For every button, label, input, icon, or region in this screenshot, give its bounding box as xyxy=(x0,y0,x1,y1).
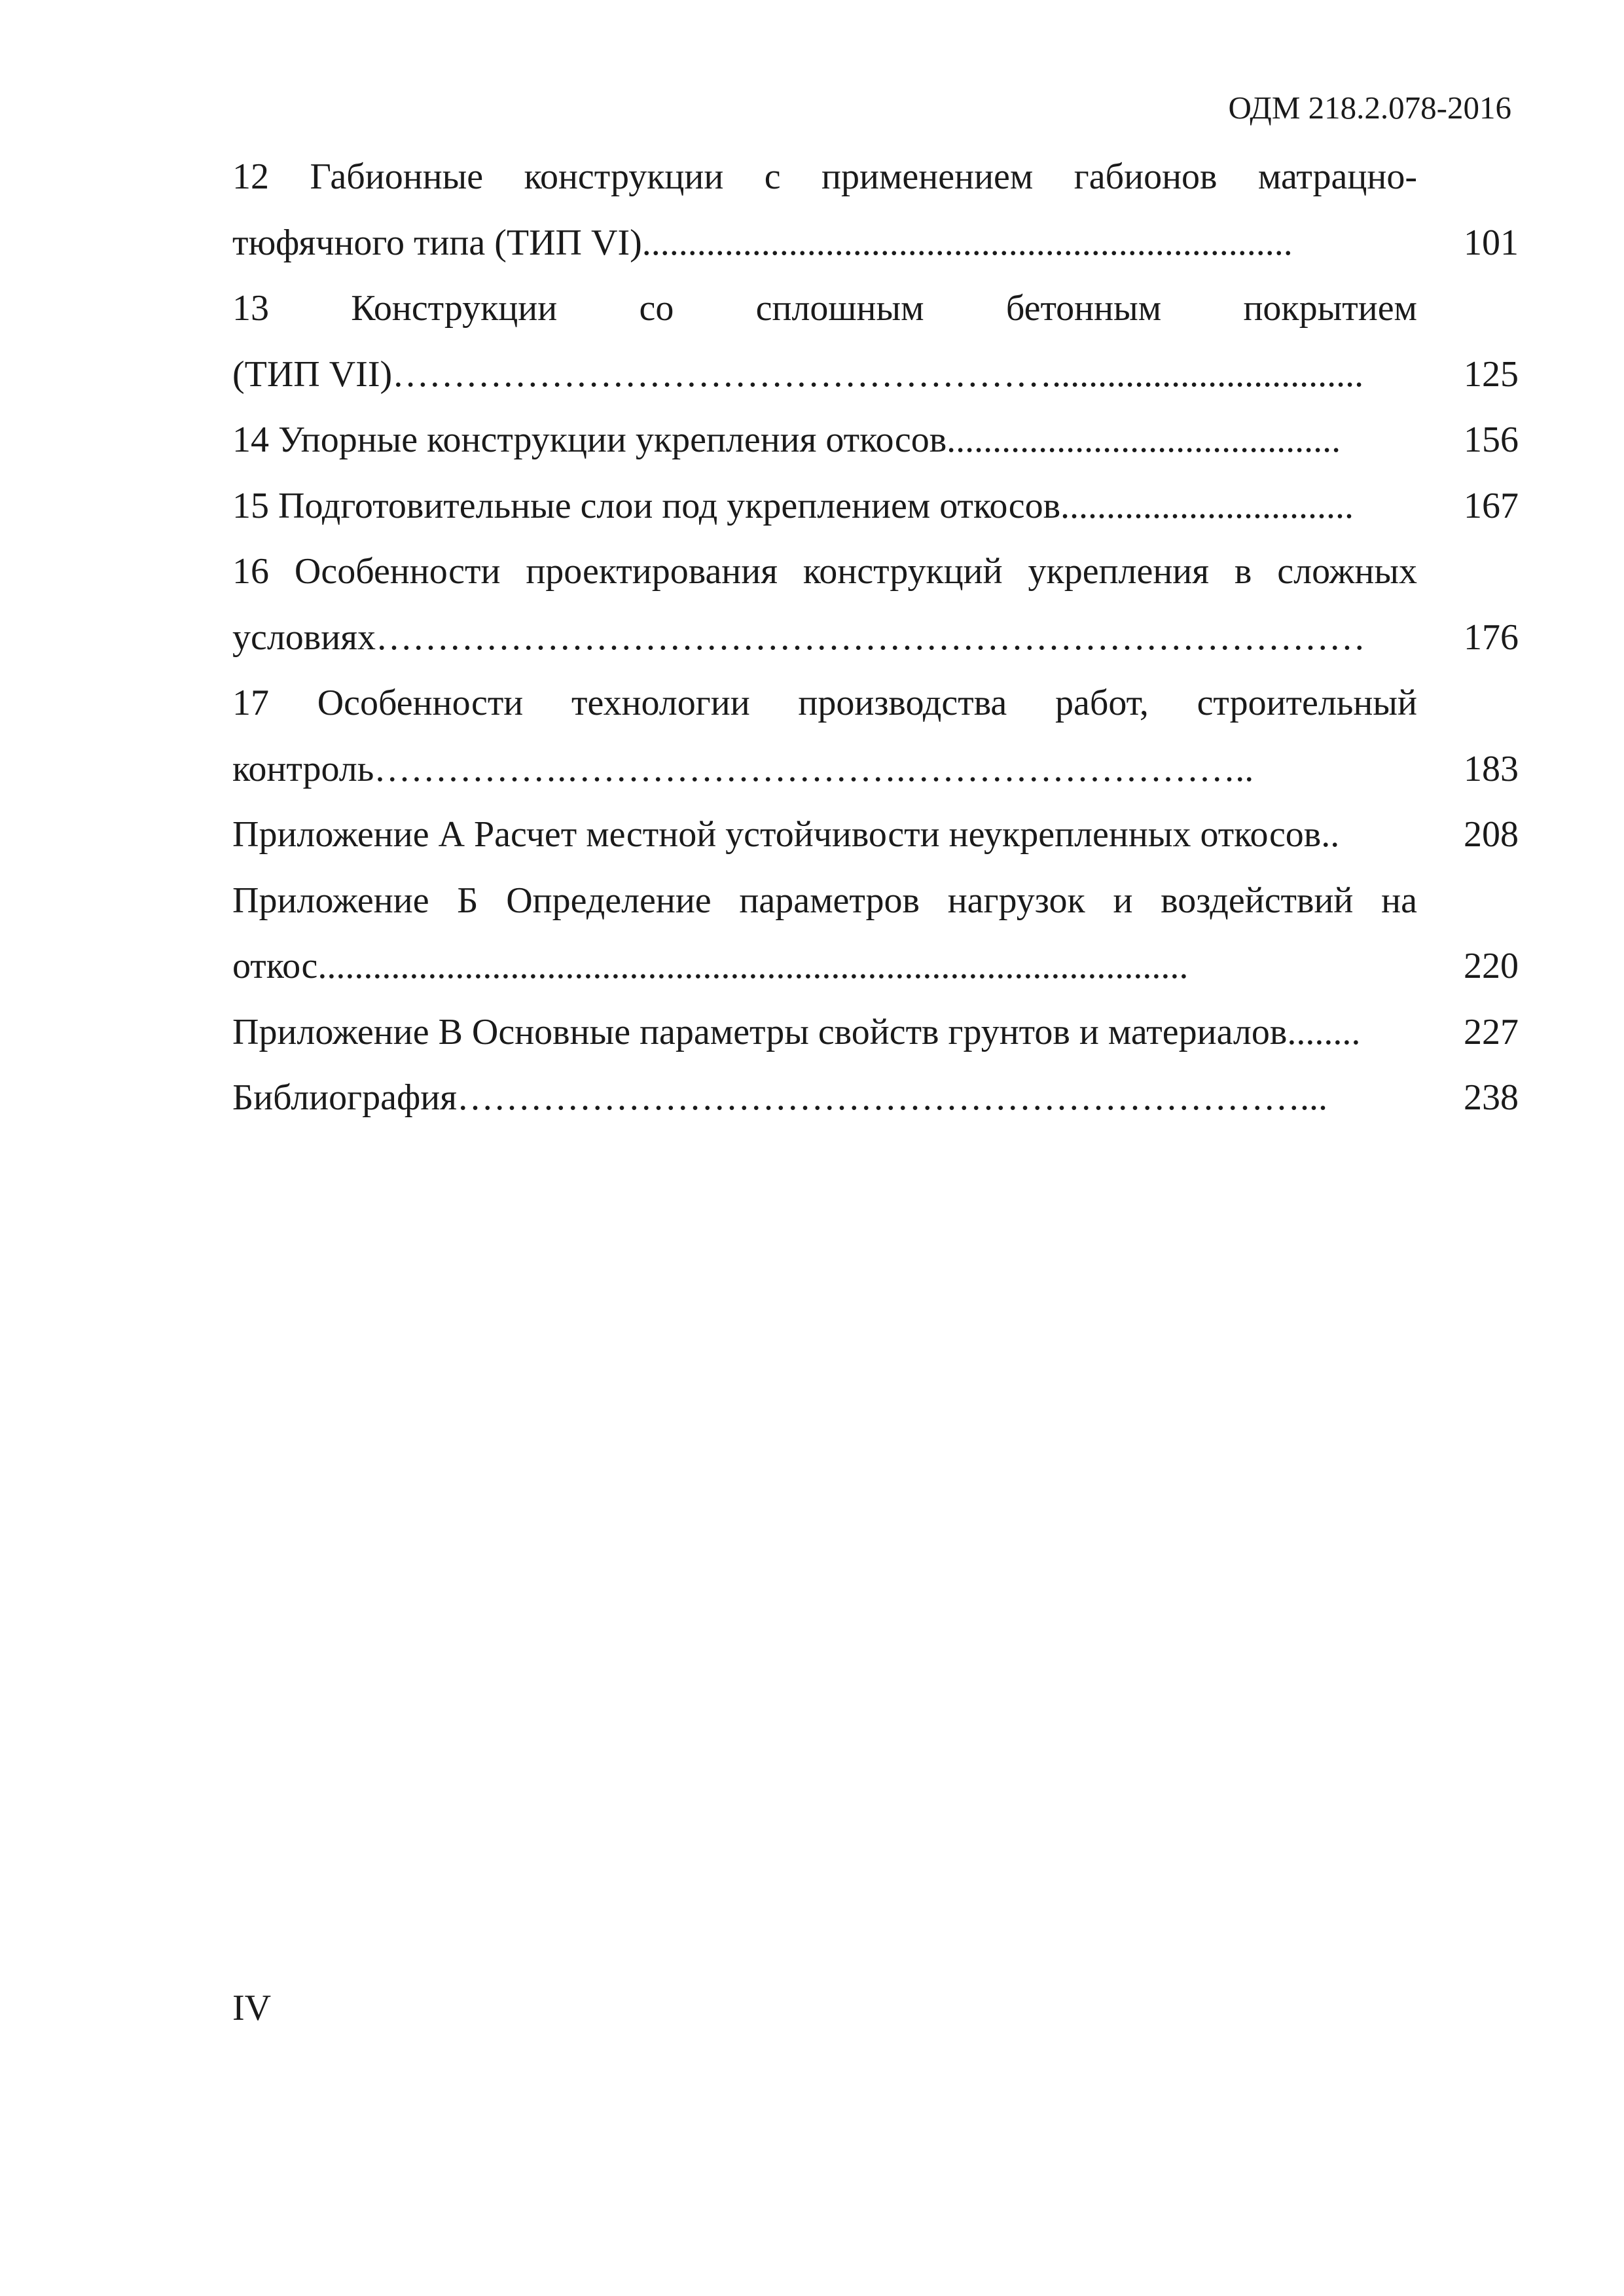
toc-page-number: 208 xyxy=(1464,814,1519,855)
toc-entry-text: Приложение В Основные параметры свойств грунтов и материалов........ xyxy=(232,1011,1361,1052)
toc-entry-text: тюфячного типа (ТИП VI)....................................................................... xyxy=(232,222,1293,263)
toc-entry-text xyxy=(232,868,1417,934)
toc-line xyxy=(232,276,1519,342)
toc-line xyxy=(232,802,1519,868)
toc-word: воздействий xyxy=(1161,880,1354,921)
toc-word: со xyxy=(639,288,674,329)
toc-word: габионов xyxy=(1074,156,1218,197)
toc-line xyxy=(232,736,1519,802)
toc-page-number: 167 xyxy=(1464,485,1519,526)
toc-entry-text xyxy=(232,670,1417,736)
toc-line xyxy=(232,407,1519,473)
toc-word: параметров xyxy=(739,880,920,921)
toc-line xyxy=(232,539,1519,605)
toc-word: Определение xyxy=(506,880,712,921)
toc-word: нагрузок xyxy=(947,880,1085,921)
toc-word: 13 xyxy=(232,288,269,329)
toc-word: 17 xyxy=(232,683,269,723)
toc-word: Габионные xyxy=(310,156,484,197)
toc-line xyxy=(232,933,1519,999)
toc-word: Особенности xyxy=(294,551,501,592)
toc-entry-text xyxy=(232,276,1417,342)
toc-word: производства xyxy=(798,683,1007,723)
toc-page-number: 101 xyxy=(1464,222,1519,263)
toc-word: 12 xyxy=(232,156,269,197)
toc-page-number: 183 xyxy=(1464,748,1519,789)
toc-entry-text xyxy=(232,539,1417,605)
toc-entry-text xyxy=(232,144,1417,210)
page-number: IV xyxy=(232,1988,272,2028)
toc-word: Конструкции xyxy=(351,288,558,329)
toc-line xyxy=(232,999,1519,1066)
toc-entry-text: Библиография……………………………………………………………... xyxy=(232,1077,1327,1118)
toc-entry-text: контроль…………….……………………….……………………….. xyxy=(232,748,1254,789)
toc-word: покрытием xyxy=(1243,288,1417,329)
toc-page-number: 238 xyxy=(1464,1077,1519,1118)
toc-page-number: 156 xyxy=(1464,420,1519,460)
toc-line xyxy=(232,670,1519,736)
toc-line xyxy=(232,1065,1519,1131)
toc-entry-text: условиях……………………………………………………………………… xyxy=(232,617,1365,658)
toc-word: Особенности xyxy=(317,683,524,723)
toc-word: конструкции xyxy=(524,156,724,197)
toc-page-number: 227 xyxy=(1464,1011,1519,1052)
toc-word: укрепления xyxy=(1028,551,1210,592)
toc-word: сложных xyxy=(1277,551,1417,592)
toc-word: и xyxy=(1113,880,1133,921)
toc-entry-text: 15 Подготовительные слои под укреплением откосов................................ xyxy=(232,485,1354,526)
toc-word: в xyxy=(1234,551,1252,592)
toc-line xyxy=(232,605,1519,671)
toc-word: Б xyxy=(457,880,478,921)
toc-word: сплошным xyxy=(755,288,924,329)
toc-word: матрацно- xyxy=(1257,156,1417,197)
toc-page-number: 125 xyxy=(1464,353,1519,395)
toc-entry-text: 14 Упорные конструкции укрепления откосов........................................... xyxy=(232,420,1341,460)
toc-word: на xyxy=(1381,880,1417,921)
toc-word: конструкций xyxy=(803,551,1003,592)
toc-page-number: 176 xyxy=(1464,617,1519,658)
table-of-contents xyxy=(232,144,1519,1131)
toc-line xyxy=(232,210,1519,276)
toc-line xyxy=(232,868,1519,934)
toc-word: с xyxy=(764,156,781,197)
toc-entry-text: откос............................................................................................... xyxy=(232,946,1189,986)
toc-word: Приложение xyxy=(232,880,429,921)
toc-line xyxy=(232,473,1519,539)
toc-word: работ, xyxy=(1055,683,1149,723)
toc-entry-text: Приложение А Расчет местной устойчивости неукрепленных откосов.. xyxy=(232,814,1340,855)
toc-word: бетонным xyxy=(1005,288,1162,329)
toc-line xyxy=(232,342,1519,408)
toc-entry-text: (ТИП VII)……………………………………………….................................. xyxy=(232,353,1364,395)
document-code: ОДМ 218.2.078-2016 xyxy=(1228,90,1511,126)
toc-page-number: 220 xyxy=(1464,946,1519,986)
toc-word: применением xyxy=(821,156,1034,197)
toc-word: технологии xyxy=(571,683,750,723)
toc-word: 16 xyxy=(232,551,269,592)
toc-word: проектирования xyxy=(526,551,778,592)
toc-line xyxy=(232,144,1519,210)
toc-word: строительный xyxy=(1197,683,1417,723)
